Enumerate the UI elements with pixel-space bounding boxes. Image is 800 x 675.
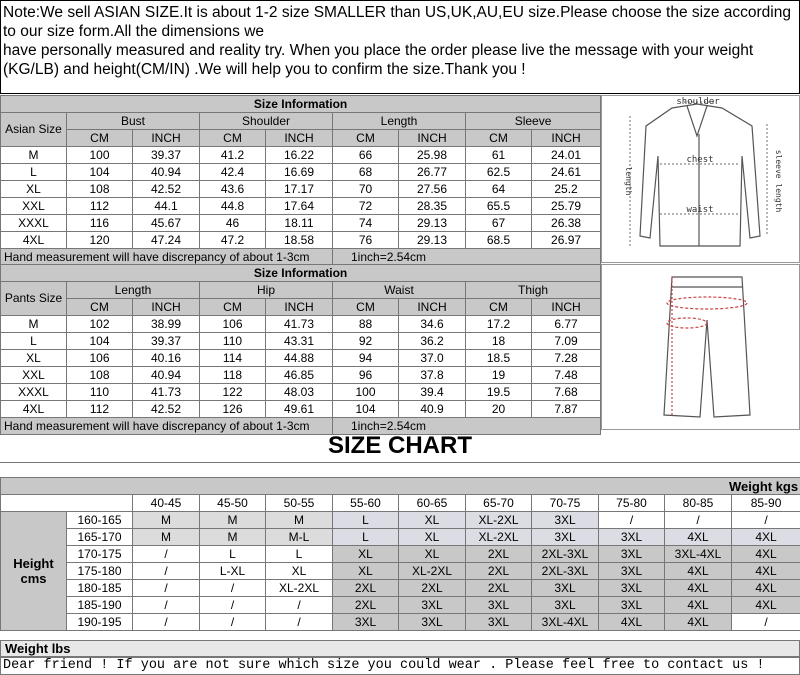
table-row: [1, 333, 601, 350]
table-cell: 44.8: [200, 198, 266, 215]
size-cell: M: [200, 512, 266, 529]
size-label: 4XL: [1, 232, 67, 249]
weight-range: 75-80: [599, 495, 665, 512]
table-cell: 39.37: [133, 333, 200, 350]
unit-header: INCH: [532, 130, 601, 147]
table-cell: 47.24: [133, 232, 200, 249]
size-cell: XL-2XL: [466, 512, 532, 529]
table-cell: 19.5: [466, 384, 532, 401]
table-cell: 42.4: [200, 164, 266, 181]
table-cell: 45.67: [133, 215, 200, 232]
size-label: XL: [1, 181, 67, 198]
table-cell: 40.9: [399, 401, 466, 418]
table-row: [1, 597, 800, 614]
size-cell: 3XL: [599, 563, 665, 580]
unit-header: CM: [67, 299, 133, 316]
table-cell: 49.61: [266, 401, 333, 418]
pants-footer-right: 1inch=2.54cm: [333, 418, 601, 435]
size-cell: 4XL: [732, 597, 800, 614]
size-cell: XL: [399, 512, 466, 529]
size-cell: 3XL: [399, 614, 466, 631]
table-cell: 67: [466, 215, 532, 232]
weight-kgs-header: Weight kgs: [1, 478, 800, 495]
svg-text:sleeve length: sleeve length: [774, 149, 783, 213]
table-cell: 18: [466, 333, 532, 350]
weight-range: 60-65: [399, 495, 466, 512]
size-cell: /: [266, 597, 333, 614]
height-label: [1, 512, 67, 631]
table-cell: 100: [333, 384, 399, 401]
size-cell: 4XL: [665, 580, 732, 597]
table-row: [1, 198, 601, 215]
size-cell: /: [665, 512, 732, 529]
size-cell: 4XL: [665, 614, 732, 631]
size-cell: XL: [399, 546, 466, 563]
table-row: [1, 401, 601, 418]
table-cell: 62.5: [466, 164, 532, 181]
table-cell: 64: [466, 181, 532, 198]
height-range: 165-170: [67, 529, 133, 546]
size-cell: 4XL: [732, 529, 800, 546]
table-cell: 48.03: [266, 384, 333, 401]
weight-range: 85-90: [732, 495, 800, 512]
svg-text:waist: waist: [686, 205, 714, 215]
size-cell: 3XL: [599, 529, 665, 546]
table-cell: 37.0: [399, 350, 466, 367]
table-cell: 42.52: [133, 181, 200, 198]
unit-header: CM: [67, 130, 133, 147]
table-cell: 41.73: [266, 316, 333, 333]
contact-note: Dear friend ! If you are not sure which size you could wear . Please feel free to contact us !: [0, 657, 800, 675]
size-cell: /: [200, 597, 266, 614]
table-cell: 72: [333, 198, 399, 215]
size-label: XXL: [1, 198, 67, 215]
table-cell: 39.37: [133, 147, 200, 164]
table-cell: 25.2: [532, 181, 601, 198]
table-cell: 108: [67, 367, 133, 384]
size-cell: M: [200, 529, 266, 546]
size-cell: 3XL: [532, 597, 599, 614]
pants-rows: [1, 316, 601, 418]
size-cell: L: [333, 512, 399, 529]
table-cell: 102: [67, 316, 133, 333]
table-row: [1, 384, 601, 401]
size-cell: 4XL: [732, 563, 800, 580]
table-cell: 7.28: [532, 350, 601, 367]
table-cell: 68.5: [466, 232, 532, 249]
height-label-line2: cms: [20, 571, 47, 586]
table-cell: 104: [333, 401, 399, 418]
table-cell: 41.2: [200, 147, 266, 164]
table-cell: 61: [466, 147, 532, 164]
unit-header: INCH: [133, 299, 200, 316]
size-label: L: [1, 333, 67, 350]
size-cell: XL-2XL: [266, 580, 333, 597]
unit-header: CM: [200, 130, 266, 147]
table-cell: 94: [333, 350, 399, 367]
shirt-table-title: Size Information: [1, 96, 601, 113]
table-cell: 18.5: [466, 350, 532, 367]
unit-header: CM: [466, 130, 532, 147]
svg-text:chest: chest: [686, 155, 714, 165]
table-cell: 27.56: [399, 181, 466, 198]
table-cell: 126: [200, 401, 266, 418]
table-cell: 7.68: [532, 384, 601, 401]
size-cell: 3XL: [599, 580, 665, 597]
table-cell: 118: [200, 367, 266, 384]
weight-range: 70-75: [532, 495, 599, 512]
unit-header: INCH: [266, 130, 333, 147]
table-cell: 46.85: [266, 367, 333, 384]
height-weight-table: [0, 477, 800, 631]
table-cell: 17.2: [466, 316, 532, 333]
table-cell: 66: [333, 147, 399, 164]
table-row: [1, 367, 601, 384]
size-cell: 3XL: [532, 580, 599, 597]
shirt-size-table: [0, 95, 601, 266]
size-cell: 2XL-3XL: [532, 546, 599, 563]
size-cell: L: [200, 546, 266, 563]
size-cell: L-XL: [200, 563, 266, 580]
table-cell: 76: [333, 232, 399, 249]
table-cell: 25.79: [532, 198, 601, 215]
pants-size-table: [0, 264, 601, 435]
size-cell: /: [732, 512, 800, 529]
table-cell: 39.4: [399, 384, 466, 401]
size-cell: /: [200, 614, 266, 631]
size-cell: /: [133, 580, 200, 597]
size-cell: M: [133, 512, 200, 529]
size-cell: 3XL: [599, 546, 665, 563]
table-cell: 104: [67, 164, 133, 181]
size-cell: 3XL: [466, 597, 532, 614]
size-cell: /: [133, 614, 200, 631]
size-cell: M-L: [266, 529, 333, 546]
unit-header: INCH: [133, 130, 200, 147]
size-cell: XL-2XL: [399, 563, 466, 580]
size-cell: 4XL: [732, 580, 800, 597]
height-range: 160-165: [67, 512, 133, 529]
table-cell: 43.6: [200, 181, 266, 198]
group-header: Thigh: [466, 282, 601, 299]
table-cell: 40.94: [133, 164, 200, 181]
table-cell: 42.52: [133, 401, 200, 418]
svg-text:length: length: [624, 166, 633, 196]
table-cell: 17.17: [266, 181, 333, 198]
table-row: [1, 512, 800, 529]
table-cell: 65.5: [466, 198, 532, 215]
weight-range: 40-45: [133, 495, 200, 512]
unit-header: INCH: [399, 299, 466, 316]
table-row: [1, 580, 800, 597]
pants-footer-left: Hand measurement will have discrepancy of about 1-3cm: [1, 418, 333, 435]
table-cell: 16.69: [266, 164, 333, 181]
table-cell: 92: [333, 333, 399, 350]
size-cell: 3XL-4XL: [532, 614, 599, 631]
size-cell: /: [732, 614, 800, 631]
table-row: [1, 232, 601, 249]
table-cell: 116: [67, 215, 133, 232]
group-header: Bust: [67, 113, 200, 130]
table-cell: 24.61: [532, 164, 601, 181]
table-cell: 28.35: [399, 198, 466, 215]
group-header: Sleeve: [466, 113, 601, 130]
pants-diagram: [601, 264, 800, 430]
table-cell: 6.77: [532, 316, 601, 333]
size-cell: /: [133, 563, 200, 580]
shirt-footer-right: 1inch=2.54cm: [333, 249, 601, 266]
table-row: [1, 563, 800, 580]
group-header: Length: [67, 282, 200, 299]
size-cell: M: [133, 529, 200, 546]
size-label: XXL: [1, 367, 67, 384]
size-label: XXXL: [1, 215, 67, 232]
table-cell: 26.77: [399, 164, 466, 181]
size-cell: 2XL: [333, 580, 399, 597]
shirt-footer-left: Hand measurement will have discrepancy of about 1-3cm: [1, 249, 333, 266]
table-cell: 122: [200, 384, 266, 401]
size-cell: 4XL: [665, 597, 732, 614]
size-cell: 4XL: [665, 563, 732, 580]
table-row: [1, 614, 800, 631]
table-row: [1, 350, 601, 367]
height-range: 185-190: [67, 597, 133, 614]
size-cell: XL: [399, 529, 466, 546]
table-row: [1, 529, 800, 546]
size-cell: 3XL-4XL: [665, 546, 732, 563]
table-cell: 106: [200, 316, 266, 333]
table-cell: 70: [333, 181, 399, 198]
size-cell: 2XL: [466, 563, 532, 580]
unit-header: INCH: [399, 130, 466, 147]
unit-header: CM: [200, 299, 266, 316]
size-cell: M: [266, 512, 333, 529]
table-cell: 24.01: [532, 147, 601, 164]
svg-text:shoulder: shoulder: [676, 97, 720, 107]
pants-icon: [602, 265, 799, 429]
unit-row: [1, 299, 601, 316]
height-range: 170-175: [67, 546, 133, 563]
unit-row: [1, 130, 601, 147]
shirt-icon: [602, 96, 799, 262]
size-label: M: [1, 316, 67, 333]
table-cell: 44.88: [266, 350, 333, 367]
table-cell: 112: [67, 401, 133, 418]
table-cell: 18.58: [266, 232, 333, 249]
table-row: [1, 164, 601, 181]
table-cell: 18.11: [266, 215, 333, 232]
weight-lbs-label: Weight lbs: [0, 640, 800, 657]
table-cell: 36.2: [399, 333, 466, 350]
pants-row-label: Pants Size: [1, 282, 67, 316]
size-cell: 4XL: [665, 529, 732, 546]
size-cell: 3XL: [333, 614, 399, 631]
weight-range: 55-60: [333, 495, 399, 512]
size-note: Note:We sell ASIAN SIZE.It is about 1-2 size SMALLER than US,UK,AU,EU size.Please choose the size according to our size form.All the dimensions we have personally measured and reality try. When you place the order please live the message with your weight (KG/LB) and height(CM/IN) .We will help you to confirm the size.Thank you !: [0, 0, 800, 94]
weight-range: 80-85: [665, 495, 732, 512]
size-cell: XL: [333, 563, 399, 580]
height-range: 180-185: [67, 580, 133, 597]
size-cell: 3XL: [599, 597, 665, 614]
table-cell: 110: [200, 333, 266, 350]
size-cell: L: [333, 529, 399, 546]
size-cell: 2XL: [466, 546, 532, 563]
size-label: XXXL: [1, 384, 67, 401]
table-cell: 108: [67, 181, 133, 198]
size-cell: XL: [333, 546, 399, 563]
table-cell: 41.73: [133, 384, 200, 401]
height-label-line1: Height: [13, 556, 54, 571]
group-header: Hip: [200, 282, 333, 299]
weight-range: 65-70: [466, 495, 532, 512]
table-cell: 100: [67, 147, 133, 164]
table-cell: 38.99: [133, 316, 200, 333]
weight-range: 50-55: [266, 495, 333, 512]
size-cell: 3XL: [466, 614, 532, 631]
weight-range: 45-50: [200, 495, 266, 512]
size-chart-title: SIZE CHART: [328, 432, 472, 459]
table-row: [1, 546, 800, 563]
divider: [0, 462, 800, 478]
size-cell: 3XL: [532, 529, 599, 546]
table-cell: 74: [333, 215, 399, 232]
size-cell: XL: [266, 563, 333, 580]
table-cell: 19: [466, 367, 532, 384]
table-row: [1, 215, 601, 232]
table-cell: 68: [333, 164, 399, 181]
table-row: [1, 147, 601, 164]
size-label: XL: [1, 350, 67, 367]
table-cell: 7.09: [532, 333, 601, 350]
table-row: [1, 316, 601, 333]
unit-header: INCH: [266, 299, 333, 316]
group-header: Waist: [333, 282, 466, 299]
table-cell: 26.97: [532, 232, 601, 249]
unit-header: CM: [466, 299, 532, 316]
table-cell: 25.98: [399, 147, 466, 164]
size-cell: XL-2XL: [466, 529, 532, 546]
size-cell: 2XL-3XL: [532, 563, 599, 580]
size-cell: 4XL: [732, 546, 800, 563]
table-cell: 114: [200, 350, 266, 367]
size-cell: 2XL: [333, 597, 399, 614]
shirt-diagram: [601, 95, 800, 263]
size-cell: 2XL: [466, 580, 532, 597]
table-cell: 106: [67, 350, 133, 367]
table-cell: 120: [67, 232, 133, 249]
height-range: 190-195: [67, 614, 133, 631]
table-cell: 110: [67, 384, 133, 401]
table-cell: 88: [333, 316, 399, 333]
size-cell: /: [133, 597, 200, 614]
table-cell: 34.6: [399, 316, 466, 333]
size-cell: /: [599, 512, 665, 529]
size-cell: 3XL: [532, 512, 599, 529]
shirt-row-label: Asian Size: [1, 113, 67, 147]
table-cell: 96: [333, 367, 399, 384]
table-cell: 40.16: [133, 350, 200, 367]
table-cell: 7.87: [532, 401, 601, 418]
blank-cell: [1, 495, 133, 512]
size-cell: L: [266, 546, 333, 563]
size-cell: 3XL: [399, 597, 466, 614]
table-cell: 43.31: [266, 333, 333, 350]
table-cell: 40.94: [133, 367, 200, 384]
table-cell: 112: [67, 198, 133, 215]
size-cell: /: [133, 546, 200, 563]
shirt-rows: [1, 147, 601, 249]
group-header: Shoulder: [200, 113, 333, 130]
table-cell: 104: [67, 333, 133, 350]
size-label: M: [1, 147, 67, 164]
size-cell: 2XL: [399, 580, 466, 597]
size-label: L: [1, 164, 67, 181]
size-label: 4XL: [1, 401, 67, 418]
table-cell: 29.13: [399, 232, 466, 249]
table-cell: 7.48: [532, 367, 601, 384]
table-cell: 44.1: [133, 198, 200, 215]
table-cell: 29.13: [399, 215, 466, 232]
table-cell: 16.22: [266, 147, 333, 164]
height-range: 175-180: [67, 563, 133, 580]
table-cell: 26.38: [532, 215, 601, 232]
table-cell: 20: [466, 401, 532, 418]
table-cell: 47.2: [200, 232, 266, 249]
table-cell: 46: [200, 215, 266, 232]
unit-header: CM: [333, 299, 399, 316]
unit-header: INCH: [532, 299, 601, 316]
unit-header: CM: [333, 130, 399, 147]
size-cell: /: [266, 614, 333, 631]
pants-table-title: Size Information: [1, 265, 601, 282]
size-cell: 4XL: [599, 614, 665, 631]
group-header: Length: [333, 113, 466, 130]
table-row: [1, 181, 601, 198]
size-cell: /: [200, 580, 266, 597]
table-cell: 37.8: [399, 367, 466, 384]
table-cell: 17.64: [266, 198, 333, 215]
